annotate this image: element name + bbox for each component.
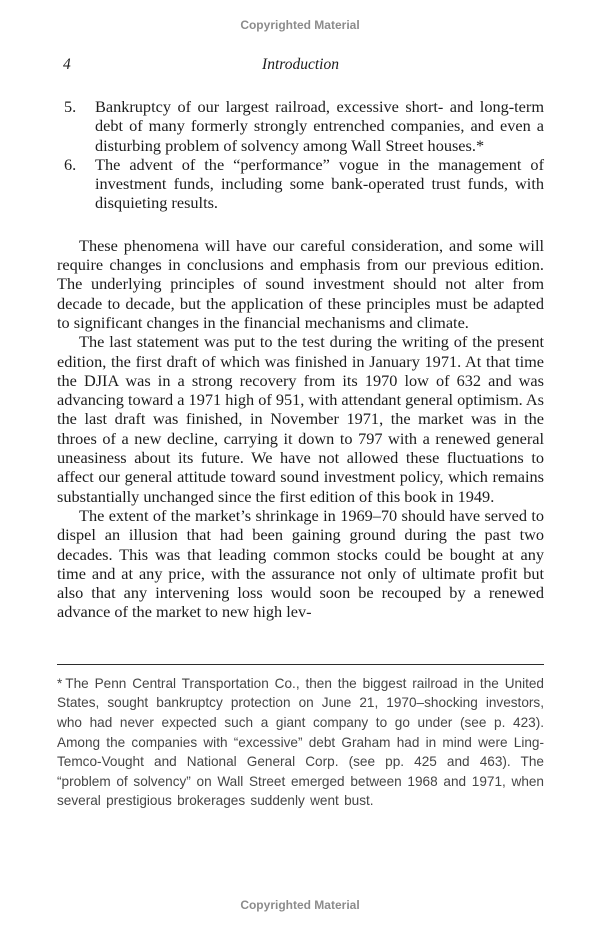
list-item-number: 5. [64, 97, 77, 116]
paragraph: The last statement was put to the test during the writing of the present edition, the first draft of which was finished in January 1971. At that time the DJIA was in a strong recovery from its 1970 low of 632 and was advancing toward a 1971 high of 951, with attendant general optimism. As the last draft was finished, in November 1971, the market was in the throes of a new decline, carrying it down to 797 with a renewed general uneasiness about its future. We have not allowed these fluctuations to affect our general attitude toward sound investment policy, which remains substantially unchanged since the first edition of this book in 1949. [57, 332, 544, 506]
numbered-list [57, 97, 544, 213]
page-number: 4 [63, 56, 71, 73]
footnote [57, 674, 544, 811]
list-item-text: The advent of the “performance” vogue in the management of investment funds, including some bank-operated trust funds, with disquieting results. [95, 154, 544, 213]
footnote-divider [57, 664, 544, 665]
paragraph: These phenomena will have our careful consideration, and some will require changes in conclusions and emphasis from our previous edition. The underlying principles of sound investment should not alter from decade to decade, but the application of these principles must be adapted to significant changes in the financial mechanisms and climate. [57, 235, 544, 332]
running-header [57, 56, 544, 76]
paragraph: The extent of the market’s shrinkage in 1969–70 should have served to dispel an illusion that had been gaining ground during the past two decades. This was that leading common stocks could be bought at any time and at any price, with the assurance not only of ultimate profit but also that any intervening loss would soon be recouped by a renewed advance of the market to new high lev- [57, 505, 544, 622]
list-item-number: 6. [64, 154, 77, 174]
list-item-text: Bankruptcy of our largest railroad, excessive short- and long-term debt of many formerly strongly entrenched companies, and even a disturbing problem of solvency among Wall Street houses.* [95, 97, 544, 155]
book-page [57, 0, 544, 811]
footnote-text: The Penn Central Transportation Co., then the biggest railroad in the United States, sought bankruptcy protection on June 21, 1970–shocking investors, who had never expected such a giant company to go under (see p. 423). Among the companies with “excessive” debt Graham had in mind were Ling-Temco-Vought and National General Corp. (see pp. 425 and 463). The “problem of solvency” on Wall Street emerged between 1968 and 1971, when several prestigious brokerages suddenly went bust. [57, 675, 544, 809]
footnote-marker: * [57, 675, 63, 691]
copyright-notice-top: Copyrighted Material [240, 18, 360, 32]
body-text [57, 236, 544, 622]
copyright-notice-bottom: Copyrighted Material [240, 898, 360, 912]
list-item [57, 155, 544, 213]
list-item [57, 97, 544, 155]
running-title: Introduction [262, 56, 339, 73]
